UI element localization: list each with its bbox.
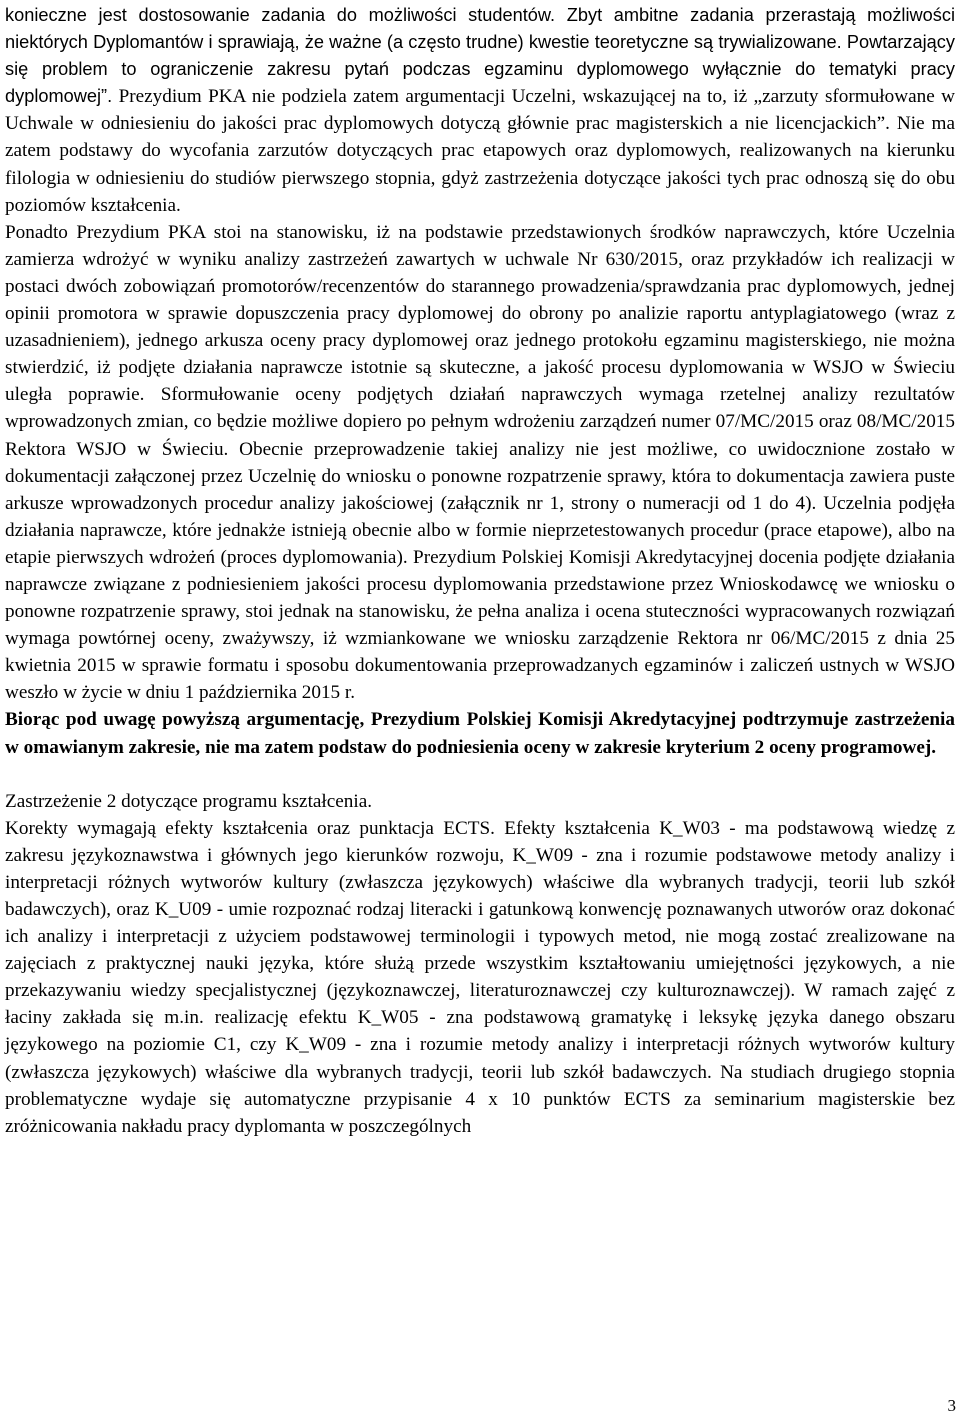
paragraph-thesis-quality [5,2,955,219]
document-page [5,2,955,1140]
quoted-text: konieczne jest dostosowanie zadania do możliwości studentów. Zbyt ambitne zadania przerastają możliwości niektórych Dyplomantów i sprawiają, że ważne (a często trudne) kwestie teoretyczne są trywializowane. Powtarzający się problem to ograniczenie zakresu pytań podczas egzaminu dyplomowego wyłącznie do tematyki pracy dyplomowej”. [5,5,955,107]
paragraph-text: Prezydium PKA nie podziela zatem argumentacji Uczelni, wskazującej na to, iż „zarzuty sformułowane w Uchwale w odniesieniu do jakości prac dyplomowych dotyczą głównie prac magisterskich a nie licencjackich”. Nie ma zatem podstawy do wycofania zarzutów dotyczących prac etapowych oraz dyplomowych, realizowanych na kierunku filologia w odniesieniu do studiów pierwszego stopnia, gdyż zastrzeżenia dotyczące jakości tych prac odnoszą się do obu poziomów kształcenia. [5,86,955,216]
page-number: 3 [947,1396,956,1415]
paragraph-corrective-actions: Ponadto Prezydium PKA stoi na stanowisku, iż na podstawie przedstawionych środków naprawczych, które Uczelnia zamierza wdrożyć w wyniku analizy zastrzeżeń zawartych w uchwale Nr 630/2015, oraz przykładów ich realizacji w postaci dwóch zobowiązań promotorów/recenzentów do starannego prowadzenia/sprawdzania prac dyplomowych, jednej opinii promotora w sprawie dopuszczenia pracy dyplomowej do obrony po analizie raportu antyplagiatowego (wraz z uzasadnieniem), jednego arkusza oceny pracy dyplomowej oraz jednego protokołu egzaminu magisterskiego, nie można stwierdzić, iż podjęte działania naprawcze istotnie są skuteczne, a jakość procesu dyplomowania w WSJO w Świeciu uległa poprawie. Sformułowanie oceny podjętych działań naprawczych wymaga rzetelnej analizy rezultatów wprowadzonych zmian, co będzie możliwe dopiero po pełnym wdrożeniu zarządzeń numer 07/MC/2015 oraz 08/MC/2015 Rektora WSJO w Świeciu. Obecnie przeprowadzenie takiej analizy nie jest możliwe, co uwidocznione zostało w dokumentacji załączonej przez Uczelnię do wniosku o ponowne rozpatrzenie sprawy, która to dokumentacja zawiera puste arkusze wprowadzonych procedur analizy jakościowej (załącznik nr 1, strony o numeracji od 1 do 4). Uczelnia podjęła działania naprawcze, które jednakże istnieją obecnie albo w formie nieprzetestowanych procedur (prace etapowe), albo na etapie pierwszych wdrożeń (proces dyplomowania). Prezydium Polskiej Komisji Akredytacyjnej docenia podjęte działania naprawcze związane z podniesieniem jakości procesu dyplomowania przedstawione przez Wnioskodawcę we wniosku o ponowne rozpatrzenie sprawy, stoi jednak na stanowisku, że pełna analiza i ocena stuteczności wypracowanych rozwiązań wymaga powtórnej oceny, zważywszy, iż wzmiankowane we wniosku zarządzenie Rektora nr 06/MC/2015 z dnia 25 kwietnia 2015 w sprawie formatu i sposobu dokumentowania przeprowadzanych egzaminów i zaliczeń ustnych w WSJO weszło w życie w dniu 1 października 2015 r. [5,221,955,704]
paragraph-spacer [5,761,955,788]
paragraph-curriculum: Korekty wymagają efekty kształcenia oraz punktacja ECTS. Efekty kształcenia K_W03 - ma podstawową wiedzę z zakresu językoznawstwa i głównych jego kierunków rozwoju, K_W09 - zna i rozumie podstawowe metody analizy i interpretacji różnych wytworów kultury (zwłaszcza językowych) właściwe dla wybranych tradycji, teorii lub szkół badawczych), oraz K_U09 - umie rozpoznać rodzaj literacki i gatunkową konwencję poznawanych utworów oraz dokonać ich analizy i interpretacji z użyciem podstawowej terminologii i typowych metod, nie mogą zostać zrealizowane na zajęciach z praktycznej nauki języka, które służą przede wszystkim kształtowaniu umiejętności językowych, a nie przekazywaniu wiedzy specjalistycznej (językoznawczej, literaturoznawczej czy kulturoznawczej). W ramach zajęć z łaciny zakłada się m.in. realizację efektu K_W05 - zna podstawową gramatykę i leksykę języka danego obszaru językowego na poziomie C1, czy K_W09 - zna i rozumie metody analizy i interpretacji różnych wytworów kultury (zwłaszcza językowych) właściwe dla wybranych tradycji, teorii lub szkół badawczych. Na studiach drugiego stopnia problematyczne wydaje się automatyczne przypisanie 4 x 10 punktów ECTS za seminarium magisterskie bez zróżnicowania nakładu pracy dyplomanta w poszczególnych [5,817,955,1137]
section-heading: Zastrzeżenie 2 dotyczące programu kształcenia. [5,790,373,812]
paragraph-conclusion: Biorąc pod uwagę powyższą argumentację, Prezydium Polskiej Komisji Akredytacyjnej podtrzymuje zastrzeżenia w omawianym zakresie, nie ma zatem podstaw do podniesienia oceny w zakresie kryterium 2 oceny programowej. [5,709,955,758]
